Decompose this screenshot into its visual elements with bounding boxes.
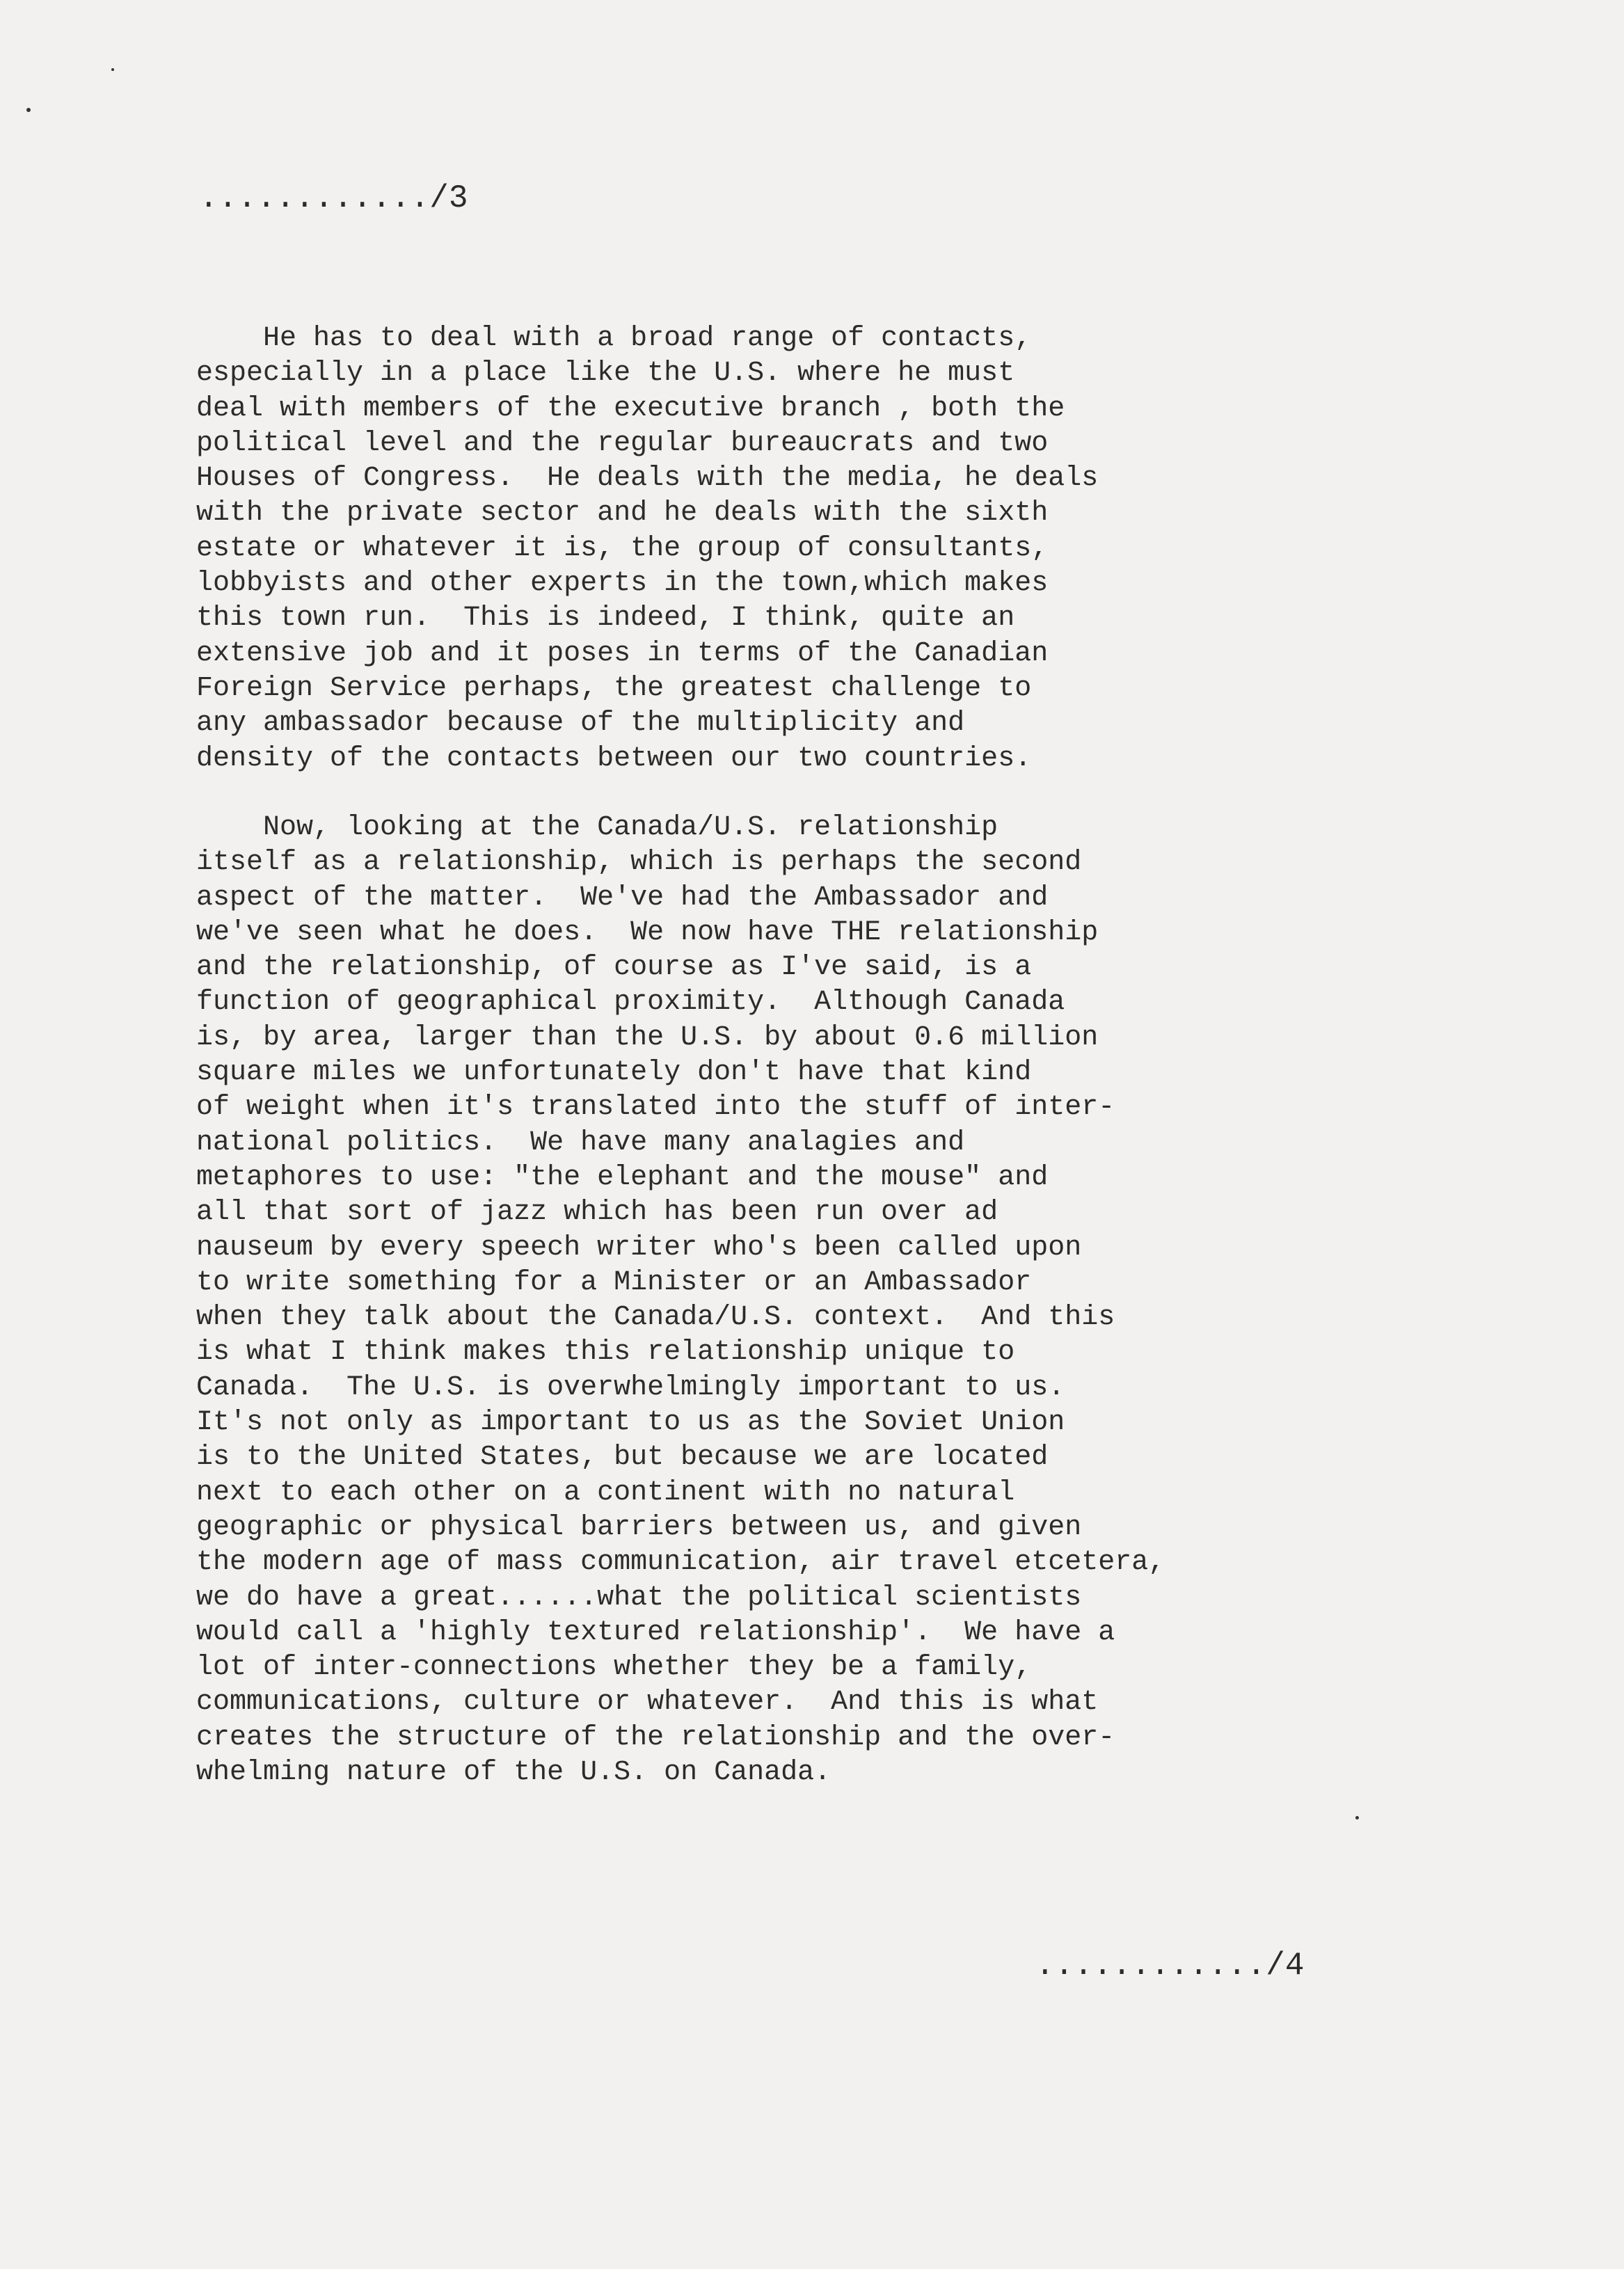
- text-line: lot of inter-connections whether they be a family,: [196, 1652, 1032, 1684]
- text-line: we've seen what he does. We now have THE relationship: [196, 916, 1099, 948]
- text-line: Now, looking at the Canada/U.S. relationship: [196, 812, 998, 843]
- text-line: It's not only as important to us as the Soviet Union: [196, 1407, 1065, 1439]
- text-line: when they talk about the Canada/U.S. context. And this: [196, 1302, 1115, 1334]
- text-line: lobbyists and other experts in the town,which makes: [196, 568, 1049, 600]
- text-line: aspect of the matter. We've had the Ambassador and: [196, 882, 1049, 914]
- text-line: communications, culture or whatever. And this is what: [196, 1687, 1099, 1719]
- text-line: and the relationship, of course as I've said, is a: [196, 952, 1032, 984]
- text-line: square miles we unfortunately don't have that kind: [196, 1057, 1032, 1089]
- text-line: this town run. This is indeed, I think, quite an: [196, 603, 1015, 635]
- text-line: is to the United States, but because we are located: [196, 1442, 1049, 1474]
- text-line: any ambassador because of the multiplicity and: [196, 708, 965, 740]
- paragraph-2: [196, 811, 1165, 1790]
- text-line: density of the contacts between our two countries.: [196, 742, 1032, 774]
- text-line: with the private sector and he deals with the sixth: [196, 497, 1049, 530]
- text-line: estate or whatever it is, the group of consultants,: [196, 532, 1049, 564]
- text-line: deal with members of the executive branch , both the: [196, 392, 1065, 424]
- paper-speck: [1355, 1816, 1359, 1820]
- text-line: function of geographical proximity. Although Canada: [196, 987, 1065, 1019]
- text-line: He has to deal with a broad range of contacts,: [196, 323, 1032, 354]
- paper-speck: [26, 108, 31, 112]
- text-line: whelming nature of the U.S. on Canada.: [196, 1757, 831, 1789]
- text-line: the modern age of mass communication, air travel etcetera,: [196, 1547, 1165, 1579]
- text-line: all that sort of jazz which has been run over ad: [196, 1197, 998, 1229]
- text-line: Canada. The U.S. is overwhelmingly important to us.: [196, 1371, 1065, 1403]
- text-line: is what I think makes this relationship unique to: [196, 1337, 1015, 1369]
- text-line: would call a 'highly textured relationship'. We have a: [196, 1616, 1115, 1648]
- text-line: we do have a great......what the political scientists: [196, 1582, 1082, 1614]
- paper-speck: [111, 68, 114, 71]
- page-continuation-marker-bottom: ............/4: [1035, 1948, 1305, 1984]
- text-line: Foreign Service perhaps, the greatest challenge to: [196, 672, 1032, 704]
- text-line: especially in a place like the U.S. where he must: [196, 358, 1015, 390]
- text-line: metaphores to use: "the elephant and the mouse" and: [196, 1161, 1049, 1193]
- text-line: political level and the regular bureaucrats and two: [196, 427, 1049, 459]
- text-line: Houses of Congress. He deals with the media, he deals: [196, 463, 1099, 495]
- text-line: is, by area, larger than the U.S. by about 0.6 million: [196, 1021, 1099, 1053]
- paragraph-1: [196, 321, 1098, 777]
- text-line: next to each other on a continent with no natural: [196, 1476, 1015, 1508]
- text-line: extensive job and it poses in terms of the Canadian: [196, 637, 1049, 669]
- text-line: to write something for a Minister or an Ambassador: [196, 1266, 1032, 1298]
- text-line: nauseum by every speech writer who's been called upon: [196, 1232, 1082, 1264]
- text-line: national politics. We have many analagies and: [196, 1126, 965, 1159]
- text-line: geographic or physical barriers between us, and given: [196, 1511, 1082, 1543]
- text-line: of weight when it's translated into the stuff of inter-: [196, 1092, 1115, 1124]
- page-continuation-marker-top: ............/3: [199, 180, 468, 216]
- text-line: itself as a relationship, which is perhaps the second: [196, 847, 1082, 879]
- text-line: creates the structure of the relationship and the over-: [196, 1721, 1115, 1753]
